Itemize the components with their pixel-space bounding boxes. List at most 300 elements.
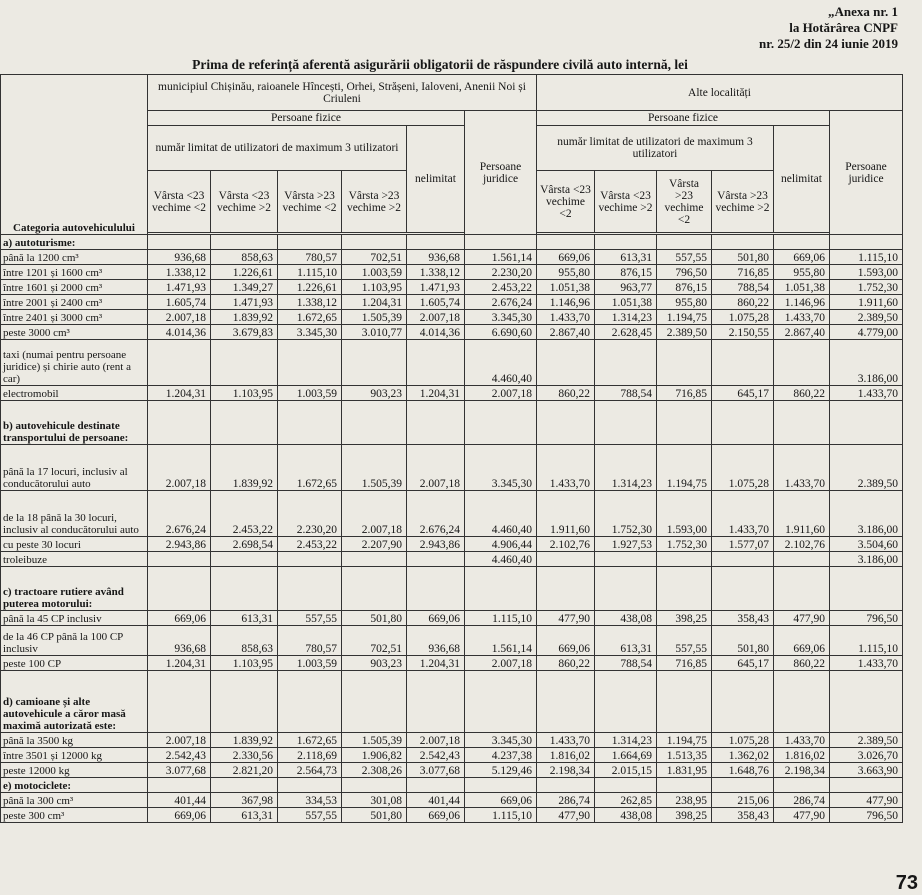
- premium-value-cell: 2.007,18: [465, 386, 537, 401]
- premium-value-cell: 1.051,38: [774, 280, 830, 295]
- premium-value-cell: 3.679,83: [211, 325, 278, 340]
- premium-value-cell: 2.015,15: [595, 763, 657, 778]
- premium-value-cell: 2.102,76: [537, 537, 595, 552]
- premium-value-cell: 796,50: [830, 808, 903, 823]
- premium-value-cell: 501,80: [712, 626, 774, 656]
- category-label: peste 300 cm³: [1, 808, 148, 823]
- empty-cell: [830, 778, 903, 793]
- table-row: [1, 537, 903, 552]
- empty-cell: [774, 235, 830, 250]
- premium-value-cell: 1.577,07: [712, 537, 774, 552]
- premium-value-cell: [342, 340, 407, 386]
- empty-cell: [211, 671, 278, 733]
- premium-value-cell: 716,85: [657, 656, 712, 671]
- empty-cell: [537, 401, 595, 445]
- premium-value-cell: 1.003,59: [342, 265, 407, 280]
- premium-value-cell: 438,08: [595, 611, 657, 626]
- premium-value-cell: 788,54: [595, 386, 657, 401]
- empty-cell: [595, 778, 657, 793]
- natural-persons-header: Persoane fizice: [148, 111, 465, 126]
- premium-value-cell: 358,43: [712, 808, 774, 823]
- empty-cell: [595, 235, 657, 250]
- premium-value-cell: 1.003,59: [278, 386, 342, 401]
- age-column-header: Vârsta <23 vechime <2: [537, 171, 595, 233]
- premium-value-cell: 1.505,39: [342, 733, 407, 748]
- premium-value-cell: 2.389,50: [657, 325, 712, 340]
- section-label: b) autovehicule destinate transportului de persoane:: [1, 401, 148, 445]
- empty-cell: [148, 778, 211, 793]
- premium-value-cell: 669,06: [148, 808, 211, 823]
- premium-value-cell: 1.471,93: [148, 280, 211, 295]
- premium-value-cell: 215,06: [712, 793, 774, 808]
- premium-value-cell: [407, 340, 465, 386]
- page-number: 73: [895, 872, 918, 894]
- premium-value-cell: [657, 340, 712, 386]
- empty-cell: [465, 778, 537, 793]
- premium-value-cell: 780,57: [278, 626, 342, 656]
- premium-value-cell: 858,63: [211, 250, 278, 265]
- premium-value-cell: 2.102,76: [774, 537, 830, 552]
- premium-value-cell: 1.115,10: [465, 808, 537, 823]
- premium-value-cell: 286,74: [774, 793, 830, 808]
- premium-value-cell: 1.605,74: [407, 295, 465, 310]
- empty-cell: [595, 671, 657, 733]
- empty-cell: [465, 567, 537, 611]
- premium-value-cell: 702,51: [342, 626, 407, 656]
- age-column-header: Vârsta <23 vechime <2: [148, 171, 211, 233]
- premium-value-cell: 2.007,18: [407, 445, 465, 491]
- empty-cell: [342, 671, 407, 733]
- premium-value-cell: 3.345,30: [278, 325, 342, 340]
- premium-value-cell: 557,55: [278, 808, 342, 823]
- empty-cell: [407, 235, 465, 250]
- age-column-header: Vârsta >23 vechime <2: [278, 171, 342, 233]
- premium-value-cell: 903,23: [342, 386, 407, 401]
- premium-value-cell: 4.460,40: [465, 340, 537, 386]
- premium-value-cell: 613,31: [211, 808, 278, 823]
- premium-value-cell: 1.911,60: [774, 491, 830, 537]
- premium-value-cell: [407, 552, 465, 567]
- section-row: [1, 235, 903, 250]
- premium-value-cell: 1.911,60: [537, 491, 595, 537]
- premium-value-cell: 1.752,30: [657, 537, 712, 552]
- annex-number: „Anexa nr. 1: [828, 4, 898, 19]
- premium-value-cell: [342, 552, 407, 567]
- premium-value-cell: 2.389,50: [830, 733, 903, 748]
- premium-value-cell: 3.345,30: [465, 445, 537, 491]
- premium-value-cell: 1.349,27: [211, 280, 278, 295]
- premium-value-cell: [211, 552, 278, 567]
- premium-value-cell: 5.129,46: [465, 763, 537, 778]
- empty-cell: [830, 671, 903, 733]
- premium-value-cell: 1.513,35: [657, 748, 712, 763]
- premium-value-cell: 1.561,14: [465, 626, 537, 656]
- empty-cell: [537, 778, 595, 793]
- premium-value-cell: 1.103,95: [211, 386, 278, 401]
- empty-cell: [278, 671, 342, 733]
- premium-value-cell: 1.816,02: [537, 748, 595, 763]
- category-label: electromobil: [1, 386, 148, 401]
- section-row: [1, 401, 903, 445]
- premium-value-cell: 1.075,28: [712, 445, 774, 491]
- premium-value-cell: [278, 552, 342, 567]
- premium-value-cell: 1.204,31: [148, 386, 211, 401]
- premium-value-cell: 1.471,93: [211, 295, 278, 310]
- table-row: [1, 325, 903, 340]
- table-row: [1, 552, 903, 567]
- premium-value-cell: 1.314,23: [595, 445, 657, 491]
- premium-value-cell: 2.821,20: [211, 763, 278, 778]
- premium-value-cell: 1.672,65: [278, 310, 342, 325]
- premium-value-cell: [148, 340, 211, 386]
- premium-value-cell: 2.007,18: [148, 310, 211, 325]
- table-row: [1, 793, 903, 808]
- legal-persons-header: Persoane juridice: [465, 111, 537, 235]
- category-label: troleibuze: [1, 552, 148, 567]
- empty-cell: [407, 567, 465, 611]
- premium-value-cell: 401,44: [148, 793, 211, 808]
- unlimited-header: nelimitat: [407, 126, 465, 233]
- premium-value-cell: 788,54: [595, 656, 657, 671]
- category-label: taxi (numai pentru persoane juridice) și chirie auto (rent a car): [1, 340, 148, 386]
- empty-cell: [342, 567, 407, 611]
- premium-value-cell: 1.839,92: [211, 310, 278, 325]
- premium-value-cell: 1.505,39: [342, 310, 407, 325]
- annex-decision: la Hotărârea CNPF: [789, 20, 898, 35]
- table-row: [1, 310, 903, 325]
- empty-cell: [342, 401, 407, 445]
- section-label: d) camioane și alte autovehicule a căror masă maximă autorizată este:: [1, 671, 148, 733]
- premium-value-cell: 401,44: [407, 793, 465, 808]
- premium-value-cell: 557,55: [657, 250, 712, 265]
- premium-value-cell: 1.433,70: [774, 733, 830, 748]
- table-body: [1, 235, 903, 823]
- natural-persons-header-2: Persoane fizice: [537, 111, 830, 126]
- empty-cell: [278, 235, 342, 250]
- premium-value-cell: 788,54: [712, 280, 774, 295]
- empty-cell: [465, 401, 537, 445]
- premium-value-cell: 3.077,68: [407, 763, 465, 778]
- empty-cell: [774, 671, 830, 733]
- table-row: [1, 265, 903, 280]
- premium-value-cell: 2.564,73: [278, 763, 342, 778]
- premium-value-cell: 1.314,23: [595, 310, 657, 325]
- premium-value-cell: 796,50: [657, 265, 712, 280]
- category-label: de la 18 până la 30 locuri, inclusiv al conducătorului auto: [1, 491, 148, 537]
- premium-value-cell: 955,80: [774, 265, 830, 280]
- premium-value-cell: 1.226,61: [278, 280, 342, 295]
- category-label: până la 1200 cm³: [1, 250, 148, 265]
- premium-value-cell: 2.453,22: [465, 280, 537, 295]
- category-label: între 2401 și 3000 cm³: [1, 310, 148, 325]
- premium-value-cell: 262,85: [595, 793, 657, 808]
- premium-value-cell: 1.664,69: [595, 748, 657, 763]
- empty-cell: [211, 235, 278, 250]
- table-row: [1, 295, 903, 310]
- category-label: între 1201 și 1600 cm³: [1, 265, 148, 280]
- empty-cell: [712, 401, 774, 445]
- premium-value-cell: 702,51: [342, 250, 407, 265]
- premium-value-cell: 367,98: [211, 793, 278, 808]
- premium-value-cell: 358,43: [712, 611, 774, 626]
- premium-table: [0, 74, 903, 823]
- premium-value-cell: 2.676,24: [465, 295, 537, 310]
- premium-value-cell: 1.204,31: [407, 386, 465, 401]
- premium-value-cell: 2.676,24: [407, 491, 465, 537]
- premium-value-cell: 501,80: [342, 611, 407, 626]
- section-row: [1, 671, 903, 733]
- premium-value-cell: 286,74: [537, 793, 595, 808]
- empty-cell: [657, 671, 712, 733]
- premium-value-cell: 2.867,40: [537, 325, 595, 340]
- empty-cell: [342, 235, 407, 250]
- premium-value-cell: 4.014,36: [407, 325, 465, 340]
- empty-cell: [774, 567, 830, 611]
- empty-cell: [830, 235, 903, 250]
- premium-value-cell: 1.433,70: [537, 445, 595, 491]
- premium-value-cell: 936,68: [407, 626, 465, 656]
- premium-value-cell: 860,22: [774, 386, 830, 401]
- category-label: peste 3000 cm³: [1, 325, 148, 340]
- premium-value-cell: 1.103,95: [342, 280, 407, 295]
- premium-value-cell: 936,68: [407, 250, 465, 265]
- table-row: [1, 808, 903, 823]
- premium-value-cell: 1.593,00: [657, 491, 712, 537]
- premium-value-cell: 2.867,40: [774, 325, 830, 340]
- empty-cell: [774, 778, 830, 793]
- category-label: peste 100 CP: [1, 656, 148, 671]
- premium-value-cell: 860,22: [712, 295, 774, 310]
- premium-value-cell: 2.007,18: [407, 310, 465, 325]
- premium-value-cell: 780,57: [278, 250, 342, 265]
- premium-value-cell: 2.230,20: [465, 265, 537, 280]
- category-label: între 3501 și 12000 kg: [1, 748, 148, 763]
- empty-cell: [211, 401, 278, 445]
- premium-value-cell: 936,68: [148, 250, 211, 265]
- annex-reference: [759, 4, 898, 52]
- premium-value-cell: 860,22: [774, 656, 830, 671]
- premium-value-cell: 1.115,10: [830, 626, 903, 656]
- premium-value-cell: 4.014,36: [148, 325, 211, 340]
- premium-value-cell: 613,31: [595, 626, 657, 656]
- table-row: [1, 611, 903, 626]
- premium-value-cell: 238,95: [657, 793, 712, 808]
- premium-value-cell: 334,53: [278, 793, 342, 808]
- table-row: [1, 445, 903, 491]
- premium-value-cell: 3.186,00: [830, 552, 903, 567]
- premium-value-cell: 2.330,56: [211, 748, 278, 763]
- premium-value-cell: 1.226,61: [211, 265, 278, 280]
- table-row: [1, 340, 903, 386]
- premium-value-cell: 1.338,12: [148, 265, 211, 280]
- premium-value-cell: 3.186,00: [830, 340, 903, 386]
- premium-value-cell: 1.194,75: [657, 310, 712, 325]
- category-label: de la 46 CP până la 100 CP inclusiv: [1, 626, 148, 656]
- premium-value-cell: 669,06: [537, 250, 595, 265]
- premium-value-cell: 669,06: [148, 611, 211, 626]
- section-label: c) tractoare rutiere având puterea motorului:: [1, 567, 148, 611]
- premium-value-cell: 2.698,54: [211, 537, 278, 552]
- premium-value-cell: 1.839,92: [211, 733, 278, 748]
- section-label: e) motociclete:: [1, 778, 148, 793]
- premium-value-cell: 645,17: [712, 386, 774, 401]
- premium-value-cell: 1.672,65: [278, 445, 342, 491]
- premium-value-cell: 3.010,77: [342, 325, 407, 340]
- premium-value-cell: 1.314,23: [595, 733, 657, 748]
- empty-cell: [278, 778, 342, 793]
- age-column-header: Vârsta >23 vechime <2: [657, 171, 712, 233]
- empty-cell: [712, 567, 774, 611]
- premium-value-cell: 1.204,31: [407, 656, 465, 671]
- premium-value-cell: 6.690,60: [465, 325, 537, 340]
- premium-value-cell: 936,68: [148, 626, 211, 656]
- category-label: între 1601 și 2000 cm³: [1, 280, 148, 295]
- premium-value-cell: 4.237,38: [465, 748, 537, 763]
- premium-value-cell: 501,80: [712, 250, 774, 265]
- premium-value-cell: 438,08: [595, 808, 657, 823]
- premium-value-cell: 860,22: [537, 386, 595, 401]
- premium-value-cell: 858,63: [211, 626, 278, 656]
- empty-cell: [712, 778, 774, 793]
- premium-value-cell: 501,80: [342, 808, 407, 823]
- premium-value-cell: 3.345,30: [465, 310, 537, 325]
- premium-value-cell: 2.118,69: [278, 748, 342, 763]
- premium-value-cell: 2.308,26: [342, 763, 407, 778]
- empty-cell: [465, 671, 537, 733]
- empty-cell: [595, 401, 657, 445]
- premium-value-cell: 860,22: [537, 656, 595, 671]
- category-label: până la 17 locuri, inclusiv al conducătorului auto: [1, 445, 148, 491]
- empty-cell: [342, 778, 407, 793]
- premium-value-cell: 2.943,86: [148, 537, 211, 552]
- empty-cell: [407, 401, 465, 445]
- empty-cell: [657, 235, 712, 250]
- premium-value-cell: 1.204,31: [148, 656, 211, 671]
- table-row: [1, 386, 903, 401]
- table-row: [1, 656, 903, 671]
- premium-value-cell: 3.504,60: [830, 537, 903, 552]
- premium-value-cell: 2.542,43: [148, 748, 211, 763]
- empty-cell: [537, 567, 595, 611]
- premium-value-cell: [712, 552, 774, 567]
- premium-value-cell: 1.433,70: [830, 656, 903, 671]
- premium-value-cell: 477,90: [774, 808, 830, 823]
- category-label: peste 12000 kg: [1, 763, 148, 778]
- category-label: până la 300 cm³: [1, 793, 148, 808]
- premium-value-cell: [278, 340, 342, 386]
- premium-value-cell: 1.505,39: [342, 445, 407, 491]
- region-other-header: Alte localități: [537, 75, 903, 111]
- premium-value-cell: 2.150,55: [712, 325, 774, 340]
- premium-value-cell: 2.230,20: [278, 491, 342, 537]
- premium-value-cell: 716,85: [657, 386, 712, 401]
- empty-cell: [211, 778, 278, 793]
- premium-value-cell: 4.779,00: [830, 325, 903, 340]
- premium-value-cell: [712, 340, 774, 386]
- category-label: până la 3500 kg: [1, 733, 148, 748]
- premium-value-cell: 955,80: [657, 295, 712, 310]
- premium-value-cell: 1.338,12: [407, 265, 465, 280]
- premium-value-cell: [595, 552, 657, 567]
- premium-value-cell: 876,15: [657, 280, 712, 295]
- premium-value-cell: 1.752,30: [595, 491, 657, 537]
- premium-value-cell: 557,55: [278, 611, 342, 626]
- premium-value-cell: 1.648,76: [712, 763, 774, 778]
- premium-value-cell: 1.115,10: [830, 250, 903, 265]
- premium-value-cell: 2.198,34: [537, 763, 595, 778]
- premium-value-cell: 1.752,30: [830, 280, 903, 295]
- empty-cell: [278, 567, 342, 611]
- premium-value-cell: 1.075,28: [712, 733, 774, 748]
- premium-value-cell: 955,80: [537, 265, 595, 280]
- region-chisinau-header: municipiul Chișinău, raioanele Hîncești, Orhei, Strășeni, Ialoveni, Anenii Noi și Criuleni: [148, 75, 537, 111]
- premium-value-cell: [537, 552, 595, 567]
- premium-value-cell: [657, 552, 712, 567]
- premium-value-cell: [148, 552, 211, 567]
- premium-value-cell: 1.146,96: [774, 295, 830, 310]
- table-row: [1, 748, 903, 763]
- premium-value-cell: 1.911,60: [830, 295, 903, 310]
- premium-value-cell: 477,90: [830, 793, 903, 808]
- premium-value-cell: 1.593,00: [830, 265, 903, 280]
- age-column-header: Vârsta >23 vechime >2: [712, 171, 774, 233]
- premium-value-cell: 1.433,70: [774, 310, 830, 325]
- premium-value-cell: 1.839,92: [211, 445, 278, 491]
- premium-value-cell: 3.186,00: [830, 491, 903, 537]
- empty-cell: [657, 778, 712, 793]
- premium-value-cell: [774, 552, 830, 567]
- premium-value-cell: 1.362,02: [712, 748, 774, 763]
- premium-value-cell: 1.146,96: [537, 295, 595, 310]
- premium-value-cell: 1.433,70: [830, 386, 903, 401]
- premium-value-cell: 557,55: [657, 626, 712, 656]
- empty-cell: [537, 235, 595, 250]
- premium-value-cell: [211, 340, 278, 386]
- premium-value-cell: 1.003,59: [278, 656, 342, 671]
- empty-cell: [595, 567, 657, 611]
- premium-value-cell: 2.207,90: [342, 537, 407, 552]
- empty-cell: [465, 235, 537, 250]
- premium-value-cell: 3.026,70: [830, 748, 903, 763]
- premium-value-cell: 1.831,95: [657, 763, 712, 778]
- age-column-header: Vârsta <23 vechime >2: [211, 171, 278, 233]
- empty-cell: [537, 671, 595, 733]
- premium-value-cell: 2.007,18: [148, 733, 211, 748]
- premium-value-cell: [774, 340, 830, 386]
- premium-value-cell: 3.663,90: [830, 763, 903, 778]
- premium-value-cell: 1.194,75: [657, 733, 712, 748]
- premium-value-cell: 903,23: [342, 656, 407, 671]
- category-label: cu peste 30 locuri: [1, 537, 148, 552]
- premium-value-cell: 669,06: [774, 250, 830, 265]
- premium-value-cell: 2.453,22: [211, 491, 278, 537]
- premium-value-cell: 2.007,18: [407, 733, 465, 748]
- limited-users-header: număr limitat de utilizatori de maximum 3 utilizatori: [148, 126, 407, 171]
- premium-value-cell: 1.338,12: [278, 295, 342, 310]
- premium-value-cell: 2.007,18: [465, 656, 537, 671]
- category-header: Categoria autovehiculului: [1, 75, 148, 235]
- premium-value-cell: 2.007,18: [148, 445, 211, 491]
- premium-value-cell: 2.389,50: [830, 445, 903, 491]
- premium-value-cell: 1.115,10: [278, 265, 342, 280]
- section-row: [1, 567, 903, 611]
- premium-value-cell: 1.051,38: [537, 280, 595, 295]
- premium-value-cell: 477,90: [537, 808, 595, 823]
- premium-value-cell: 4.906,44: [465, 537, 537, 552]
- empty-cell: [407, 671, 465, 733]
- premium-value-cell: 963,77: [595, 280, 657, 295]
- premium-value-cell: 669,06: [774, 626, 830, 656]
